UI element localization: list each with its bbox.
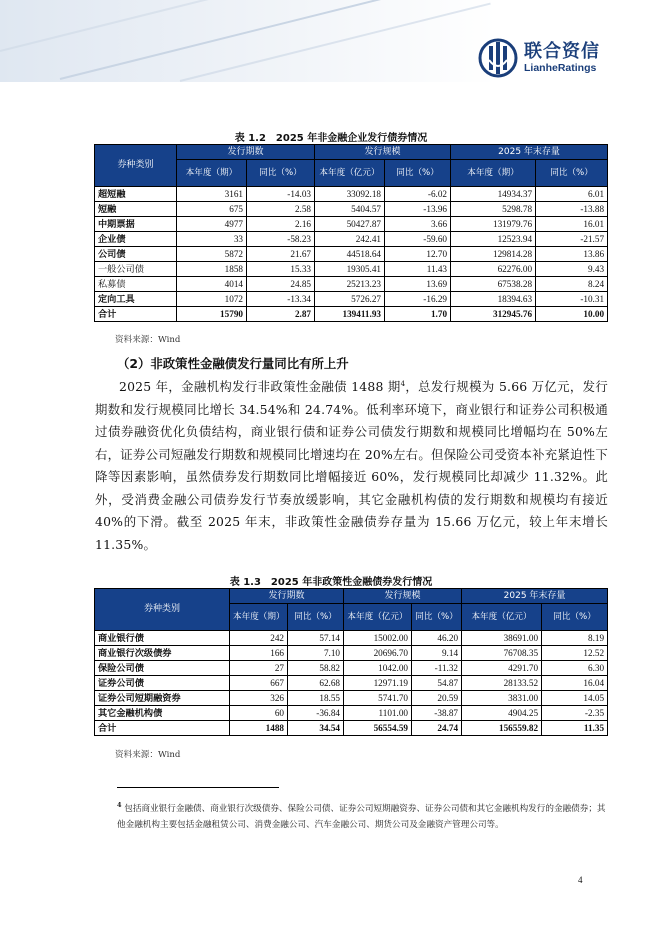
row-value: 25213.23	[315, 277, 385, 292]
row-value: -21.57	[536, 232, 608, 247]
row-value: 5741.70	[344, 691, 412, 706]
row-value: 24.85	[247, 277, 315, 292]
section-heading: （2）非政策性金融债发行量同比有所上升	[117, 356, 349, 371]
row-value: 2.87	[247, 307, 315, 322]
row-value: 9.14	[412, 646, 462, 661]
footnote-ref[interactable]: 4	[400, 380, 406, 388]
table1-caption: 表 1.2 2025 年非金融企业发行债券情况	[234, 133, 428, 144]
table2-source: 资料来源：Wind	[115, 750, 181, 760]
row-category: 商业银行次级债券	[95, 646, 230, 661]
subheader: 同比（%）	[542, 604, 608, 631]
subheader: 本年度（亿元）	[462, 604, 542, 631]
row-value: 10.00	[536, 307, 608, 322]
row-value: 38691.00	[462, 631, 542, 646]
row-category: 合计	[95, 307, 177, 322]
table-row	[95, 691, 608, 706]
subheader: 同比（%）	[412, 604, 462, 631]
table-total-row	[95, 307, 608, 322]
row-value: 6.01	[536, 187, 608, 202]
paragraph-text-rest: ，总发行规模为 5.66 万亿元，发行期数和发行规模同比增长 34.54%和 24.74%。低利率环境下，商业银行和证券公司积极通过债券融资优化负债结构，商业银行债和证券公司债发行期数和规模同比增幅均在 50%左右，证券公司短融发行期数和规模同比增速均在 20%左右。但保险公司受资本补充紧迫性下降等因素影响，虽然债券发行期数同比增幅接近 60%，发行规模同比却减少 11.32%。此外，受消费金融公司债券发行节奏放缓影响，其它金融机构债的发行期数和规模均有接近 40%的下滑。截至 2025 年末，非政策性金融债券存量为 15.66 万亿元，较上年末增长 11.35%。	[95, 379, 608, 552]
row-value: 54.87	[412, 676, 462, 691]
row-value: 14934.37	[451, 187, 536, 202]
subheader: 本年度（期）	[230, 604, 288, 631]
row-value: 3.66	[385, 217, 451, 232]
table-row	[95, 247, 608, 262]
row-value: -16.29	[385, 292, 451, 307]
table-row	[95, 631, 608, 646]
row-value: 16.04	[542, 676, 608, 691]
table-row	[95, 277, 608, 292]
row-value: 60	[230, 706, 288, 721]
header-year-end-stock: 2025 年末存量	[451, 145, 608, 160]
row-value: 21.67	[247, 247, 315, 262]
table-row	[95, 676, 608, 691]
row-value: 19305.41	[315, 262, 385, 277]
row-value: 1101.00	[344, 706, 412, 721]
row-value: 12971.19	[344, 676, 412, 691]
subheader: 同比（%）	[247, 160, 315, 187]
table-nonpolicy-financial-bonds	[94, 588, 608, 736]
row-value: 11.35	[542, 721, 608, 736]
header-category: 券种类别	[95, 145, 177, 187]
header-issue-count: 发行期数	[230, 589, 344, 604]
row-value: 129814.28	[451, 247, 536, 262]
row-value: -13.34	[247, 292, 315, 307]
header-year-end-stock: 2025 年末存量	[462, 589, 608, 604]
header-issue-count: 发行期数	[177, 145, 315, 160]
row-value: -36.84	[288, 706, 344, 721]
logo-english-name: LianheRatings	[524, 61, 597, 74]
row-value: 46.20	[412, 631, 462, 646]
row-value: 3831.00	[462, 691, 542, 706]
row-value: 13.86	[536, 247, 608, 262]
table-row	[95, 262, 608, 277]
row-value: 5404.57	[315, 202, 385, 217]
page-number: 4	[578, 875, 583, 885]
logo-chinese-name: 联合资信	[524, 40, 600, 62]
row-value: 56554.59	[344, 721, 412, 736]
row-value: 242.41	[315, 232, 385, 247]
row-value: -2.35	[542, 706, 608, 721]
footnote-text: 包括商业银行金融债、商业银行次级债券、保险公司债、证券公司短期融资券、证券公司债和其它金融机构发行的金融债券；其他金融机构主要包括金融租赁公司、消费金融公司、汽车金融公司、期货公司及金融资产管理公司等。	[117, 803, 606, 830]
subheader: 同比（%）	[288, 604, 344, 631]
row-value: 5298.78	[451, 202, 536, 217]
table1-source: 资料来源：Wind	[115, 335, 181, 345]
row-value: 20.59	[412, 691, 462, 706]
row-value: 15790	[177, 307, 247, 322]
row-value: 50427.87	[315, 217, 385, 232]
row-value: 312945.76	[451, 307, 536, 322]
row-value: -58.23	[247, 232, 315, 247]
subheader: 同比（%）	[536, 160, 608, 187]
row-value: 4014	[177, 277, 247, 292]
row-category: 其它金融机构债	[95, 706, 230, 721]
row-value: 1858	[177, 262, 247, 277]
row-value: 675	[177, 202, 247, 217]
row-value: 33092.18	[315, 187, 385, 202]
section-paragraph	[95, 373, 608, 556]
row-value: 9.43	[536, 262, 608, 277]
row-value: 667	[230, 676, 288, 691]
row-value: 12523.94	[451, 232, 536, 247]
row-value: 2.58	[247, 202, 315, 217]
row-value: 5726.27	[315, 292, 385, 307]
row-value: 62.68	[288, 676, 344, 691]
table-row	[95, 646, 608, 661]
row-category: 一般公司债	[95, 262, 177, 277]
row-category: 中期票据	[95, 217, 177, 232]
row-value: 76708.35	[462, 646, 542, 661]
table-row	[95, 187, 608, 202]
row-value: 156559.82	[462, 721, 542, 736]
lianhe-logo-icon	[478, 38, 518, 78]
footnote-marker: 4	[117, 801, 122, 809]
row-value: 44518.64	[315, 247, 385, 262]
row-value: 3161	[177, 187, 247, 202]
row-value: 67538.28	[451, 277, 536, 292]
row-category: 短融	[95, 202, 177, 217]
header-stripe	[180, 3, 491, 82]
row-value: 62276.00	[451, 262, 536, 277]
row-value: 139411.93	[315, 307, 385, 322]
row-value: 166	[230, 646, 288, 661]
row-category: 证券公司债	[95, 676, 230, 691]
row-category: 合计	[95, 721, 230, 736]
subheader: 本年度（亿元）	[315, 160, 385, 187]
header-issue-scale: 发行规模	[344, 589, 462, 604]
table-row	[95, 202, 608, 217]
row-value: -38.87	[412, 706, 462, 721]
header-stripe	[0, 0, 253, 52]
row-value: 7.10	[288, 646, 344, 661]
subheader: 同比（%）	[385, 160, 451, 187]
footnote-divider	[117, 787, 279, 788]
table-total-row	[95, 721, 608, 736]
row-value: -13.88	[536, 202, 608, 217]
table-row	[95, 292, 608, 307]
row-value: 242	[230, 631, 288, 646]
row-value: 12.52	[542, 646, 608, 661]
row-value: 16.01	[536, 217, 608, 232]
row-category: 证券公司短期融资券	[95, 691, 230, 706]
row-category: 保险公司债	[95, 661, 230, 676]
row-value: 8.24	[536, 277, 608, 292]
row-value: 2.16	[247, 217, 315, 232]
row-value: 1042.00	[344, 661, 412, 676]
table-row	[95, 232, 608, 247]
subheader: 本年度（亿元）	[344, 604, 412, 631]
row-value: 1.70	[385, 307, 451, 322]
subheader: 本年度（期）	[177, 160, 247, 187]
row-value: 28133.52	[462, 676, 542, 691]
row-value: -59.60	[385, 232, 451, 247]
footnote	[117, 797, 611, 833]
row-value: 34.54	[288, 721, 344, 736]
row-value: 13.69	[385, 277, 451, 292]
row-value: 57.14	[288, 631, 344, 646]
row-value: 20696.70	[344, 646, 412, 661]
row-value: -10.31	[536, 292, 608, 307]
table-row	[95, 706, 608, 721]
header-issue-scale: 发行规模	[315, 145, 451, 160]
row-value: 12.70	[385, 247, 451, 262]
row-value: 1488	[230, 721, 288, 736]
row-value: -14.03	[247, 187, 315, 202]
row-value: 131979.76	[451, 217, 536, 232]
row-value: 15002.00	[344, 631, 412, 646]
row-value: 8.19	[542, 631, 608, 646]
row-value: 18.55	[288, 691, 344, 706]
row-value: 326	[230, 691, 288, 706]
row-value: 27	[230, 661, 288, 676]
row-value: 5872	[177, 247, 247, 262]
row-value: -6.02	[385, 187, 451, 202]
row-value: 24.74	[412, 721, 462, 736]
row-value: 1072	[177, 292, 247, 307]
row-category: 定向工具	[95, 292, 177, 307]
table-row	[95, 217, 608, 232]
row-category: 企业债	[95, 232, 177, 247]
paragraph-text-start: 2025 年，金融机构发行非政策性金融债 1488 期	[119, 379, 401, 395]
row-category: 私募债	[95, 277, 177, 292]
row-category: 公司债	[95, 247, 177, 262]
row-value: 58.82	[288, 661, 344, 676]
row-value: 18394.63	[451, 292, 536, 307]
row-category: 超短融	[95, 187, 177, 202]
lianhe-logo	[478, 38, 600, 78]
row-value: -11.32	[412, 661, 462, 676]
row-value: -13.96	[385, 202, 451, 217]
row-value: 4904.25	[462, 706, 542, 721]
table-row	[95, 661, 608, 676]
row-value: 4977	[177, 217, 247, 232]
row-value: 11.43	[385, 262, 451, 277]
row-value: 6.30	[542, 661, 608, 676]
row-value: 14.05	[542, 691, 608, 706]
header-category: 券种类别	[95, 589, 230, 631]
subheader: 本年度（期）	[451, 160, 536, 187]
row-value: 4291.70	[462, 661, 542, 676]
table-nonfinancial-bonds	[94, 144, 608, 322]
row-category: 商业银行债	[95, 631, 230, 646]
row-value: 33	[177, 232, 247, 247]
row-value: 15.33	[247, 262, 315, 277]
table2-caption: 表 1.3 2025 年非政策性金融债券发行情况	[229, 577, 433, 588]
